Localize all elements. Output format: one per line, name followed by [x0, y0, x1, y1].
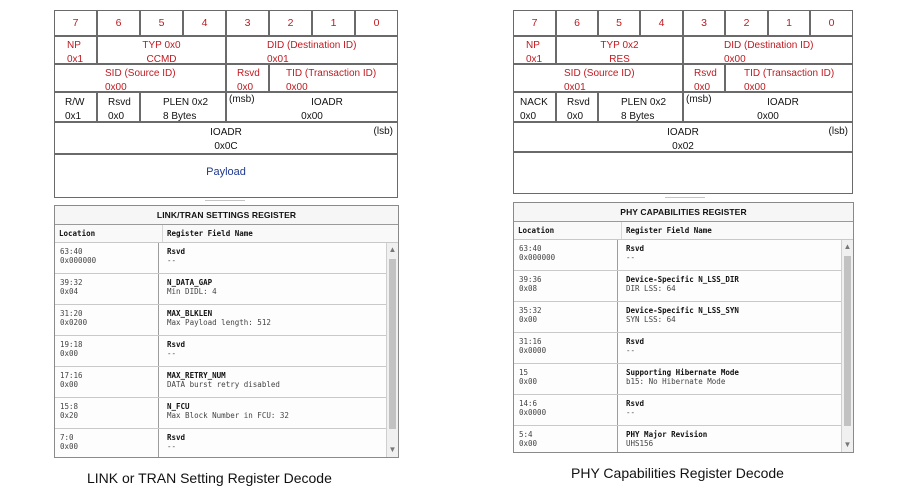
rw-field: R/W 0x1	[54, 92, 97, 122]
ioadr-high-field: (msb) IOADR 0x00	[226, 92, 398, 122]
ioadr-high-field: (msb) IOADR 0x00	[683, 92, 853, 122]
register-row[interactable]: 63:40 0x000000 Rsvd --	[514, 240, 841, 271]
sid-field: SID (Source ID) 0x00	[54, 64, 226, 92]
scroll-up-icon[interactable]: ▲	[388, 245, 397, 254]
link-tran-settings-register-panel	[54, 205, 399, 458]
register-header	[514, 222, 853, 240]
location-column-header: Location	[55, 225, 163, 242]
register-title: LINK/TRAN SETTINGS REGISTER	[55, 206, 398, 225]
scrollbar-thumb[interactable]	[389, 259, 396, 429]
register-row[interactable]: 15 0x00 Supporting Hibernate Mode b15: No Hibernate Mode	[514, 364, 841, 395]
bit-0-header: 0	[355, 10, 398, 36]
rsvd-field: Rsvd 0x0	[226, 64, 269, 92]
register-rows	[514, 240, 841, 452]
rsvd-field: Rsvd 0x0	[683, 64, 725, 92]
scroll-up-icon[interactable]: ▲	[843, 242, 852, 251]
register-header	[55, 225, 398, 243]
msb-marker: (msb)	[229, 94, 255, 105]
register-row[interactable]: 17:16 0x00 MAX_RETRY_NUM DATA burst retry disabled	[55, 367, 386, 398]
register-row[interactable]: 39:32 0x04 N_DATA_GAP Min DIDL: 4	[55, 274, 386, 305]
register-rows	[55, 243, 386, 457]
nack-field: NACK 0x0	[513, 92, 556, 122]
phy-capabilities-register-panel	[513, 202, 854, 453]
scrollbar-thumb[interactable]	[844, 256, 851, 426]
scroll-down-icon[interactable]: ▼	[843, 440, 852, 449]
lsb-marker: (lsb)	[828, 126, 848, 137]
bit-5-header: 5	[140, 10, 183, 36]
bit-1-header: 1	[312, 10, 355, 36]
plen-field: PLEN 0x2 8 Bytes	[140, 92, 226, 122]
register-row[interactable]: 31:16 0x0000 Rsvd --	[514, 333, 841, 364]
lsb-marker: (lsb)	[373, 126, 393, 137]
register-row[interactable]: 35:32 0x00 Device-Specific N_LSS_SYN SYN LSS: 64	[514, 302, 841, 333]
register-row[interactable]: 14:6 0x0000 Rsvd --	[514, 395, 841, 426]
register-row[interactable]: 5:4 0x00 PHY Major Revision UHS156	[514, 426, 841, 453]
bit-7-header: 7	[513, 10, 556, 36]
payload-field	[513, 152, 853, 194]
left-caption: LINK or TRAN Setting Register Decode	[87, 470, 332, 486]
scroll-down-icon[interactable]: ▼	[388, 445, 397, 454]
bit-7-header: 7	[54, 10, 97, 36]
bit-5-header: 5	[598, 10, 640, 36]
bit-4-header: 4	[183, 10, 226, 36]
sid-field: SID (Source ID) 0x01	[513, 64, 683, 92]
right-packet-diagram	[513, 10, 853, 194]
right-caption: PHY Capabilities Register Decode	[571, 465, 784, 481]
bit-2-header: 2	[269, 10, 312, 36]
bit-6-header: 6	[556, 10, 598, 36]
typ-field: TYP 0x2 RES	[556, 36, 683, 64]
left-packet-diagram	[54, 10, 398, 198]
tid-field: TID (Transaction ID) 0x00	[269, 64, 398, 92]
register-row[interactable]: 31:20 0x0200 MAX_BLKLEN Max Payload length: 512	[55, 305, 386, 336]
did-field: DID (Destination ID) 0x01	[226, 36, 398, 64]
did-field: DID (Destination ID) 0x00	[683, 36, 853, 64]
register-row[interactable]: 7:0 0x00 Rsvd --	[55, 429, 386, 458]
vertical-scrollbar[interactable]	[841, 240, 853, 452]
vertical-scrollbar[interactable]	[386, 243, 398, 457]
register-row[interactable]: 63:40 0x000000 Rsvd --	[55, 243, 386, 274]
msb-marker: (msb)	[686, 94, 712, 105]
bit-0-header: 0	[810, 10, 853, 36]
rsvd2-field: Rsvd 0x0	[556, 92, 598, 122]
bit-4-header: 4	[640, 10, 683, 36]
bit-6-header: 6	[97, 10, 140, 36]
register-row[interactable]: 39:36 0x08 Device-Specific N_LSS_DIR DIR LSS: 64	[514, 271, 841, 302]
payload-field: Payload	[54, 154, 398, 198]
np-field: NP 0x1	[54, 36, 97, 64]
field-name-column-header: Register Field Name	[167, 229, 253, 238]
register-row[interactable]: 15:8 0x20 N_FCU Max Block Number in FCU: 32	[55, 398, 386, 429]
typ-field: TYP 0x0 CCMD	[97, 36, 226, 64]
bit-1-header: 1	[768, 10, 810, 36]
register-row[interactable]: 19:18 0x00 Rsvd --	[55, 336, 386, 367]
location-column-header: Location	[514, 222, 622, 239]
ioadr-low-field: IOADR 0x02 (lsb)	[513, 122, 853, 152]
np-field: NP 0x1	[513, 36, 556, 64]
register-title: PHY CAPABILITIES REGISTER	[514, 203, 853, 222]
bit-3-header: 3	[683, 10, 725, 36]
bit-3-header: 3	[226, 10, 269, 36]
field-name-column-header: Register Field Name	[626, 226, 712, 235]
rsvd2-field: Rsvd 0x0	[97, 92, 140, 122]
plen-field: PLEN 0x2 8 Bytes	[598, 92, 683, 122]
ioadr-low-field: IOADR 0x0C (lsb)	[54, 122, 398, 154]
tid-field: TID (Transaction ID) 0x00	[725, 64, 853, 92]
bit-2-header: 2	[725, 10, 768, 36]
